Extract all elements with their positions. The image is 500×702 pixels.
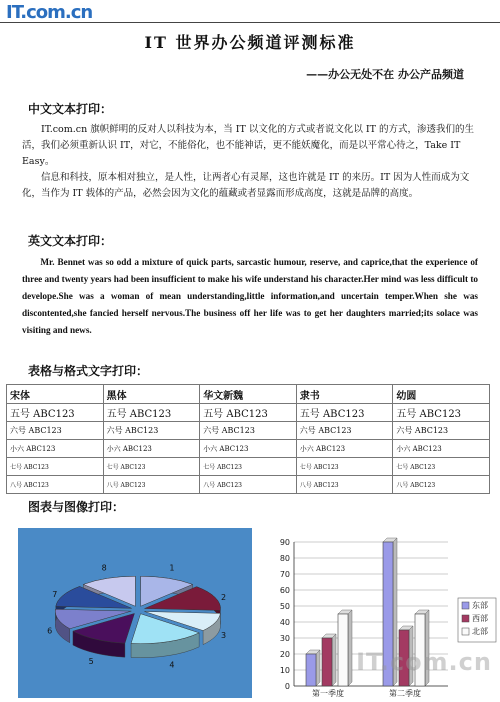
table-header-row	[7, 385, 490, 404]
pie-chart-panel	[18, 528, 252, 698]
legend-swatch	[462, 615, 469, 622]
y-tick-label: 30	[279, 634, 290, 643]
legend-label: 东部	[472, 601, 488, 610]
y-tick-label: 90	[279, 538, 290, 547]
y-tick-label: 20	[279, 650, 290, 659]
pie-slice-label: 8	[101, 563, 107, 573]
page-subtitle: ——办公无处不在 办公产品频道	[306, 68, 464, 81]
font-sample-table	[6, 384, 490, 494]
table-cell: 六号 ABC123	[7, 422, 104, 440]
y-tick-label: 0	[284, 682, 290, 691]
bar-side	[332, 634, 336, 686]
table-cell: 六号 ABC123	[393, 422, 490, 440]
table-cell: 八号 ABC123	[393, 476, 490, 494]
table-cell: 小六 ABC123	[7, 440, 104, 458]
table-row	[7, 404, 490, 422]
table-cell: 小六 ABC123	[200, 440, 297, 458]
table-header-cell: 黑体	[103, 385, 200, 404]
table-cell: 六号 ABC123	[103, 422, 200, 440]
section-chinese-heading: 中文文本打印：	[28, 102, 113, 116]
pie-slice-label: 5	[88, 656, 94, 666]
y-tick-label: 10	[279, 666, 290, 675]
legend-swatch	[462, 602, 469, 609]
y-tick-label: 40	[279, 618, 290, 627]
chinese-paragraph-1: IT.com.cn 旗帜鲜明的反对人以科技为本，当 IT 以文化的方式或者说文化以 IT 的方式，渗透我们的生活，我们必须重新认识 IT，对它，不能俗化，也不能神话，更不能妖魔化，而是以平常心待之，Take IT Easy。	[22, 124, 474, 167]
bar	[322, 638, 332, 686]
table-cell: 小六 ABC123	[103, 440, 200, 458]
table-cell: 八号 ABC123	[103, 476, 200, 494]
table-cell: 七号 ABC123	[393, 458, 490, 476]
english-paragraph: Mr. Bennet was so odd a mixture of quick parts, sarcastic humour, reserve, and caprice,that the experience of three and twenty years had been insufficient to make his wife understand his character.Her mind was less difficult to develope.She was a woman of mean understanding,little information,and uncertain temper.When she was discontented,she fancied herself nervous.The business off her life was to get her daughters married;its solace was visiting and news.	[22, 257, 478, 335]
table-row	[7, 422, 490, 440]
table-cell: 八号 ABC123	[200, 476, 297, 494]
table-cell: 七号 ABC123	[296, 458, 393, 476]
section-english-heading: 英文文本打印：	[28, 234, 113, 248]
table-cell: 小六 ABC123	[393, 440, 490, 458]
y-tick-label: 80	[279, 554, 290, 563]
table-row	[7, 440, 490, 458]
page-title: IT 世界办公频道评测标准	[144, 33, 356, 52]
table-cell: 五号 ABC123	[103, 404, 200, 422]
table-cell: 五号 ABC123	[200, 404, 297, 422]
top-divider	[0, 22, 500, 23]
table-header-cell: 隶书	[296, 385, 393, 404]
legend-label: 西部	[472, 614, 488, 623]
bar	[306, 654, 316, 686]
pie-slice-label: 3	[220, 631, 227, 641]
table-cell: 七号 ABC123	[7, 458, 104, 476]
y-tick-label: 60	[279, 586, 290, 595]
table-row	[7, 476, 490, 494]
legend-swatch	[462, 628, 469, 635]
y-tick-label: 50	[279, 602, 290, 611]
bar	[338, 614, 348, 686]
site-logo	[6, 2, 92, 23]
bar-side	[316, 650, 320, 686]
section-table-heading: 表格与格式文字打印：	[28, 364, 149, 378]
table-cell: 八号 ABC123	[296, 476, 393, 494]
logo-text: IT.com.cn	[6, 2, 93, 23]
table-cell: 五号 ABC123	[393, 404, 490, 422]
table-cell: 八号 ABC123	[7, 476, 104, 494]
pie-slice-label: 4	[169, 660, 175, 670]
pie-slice-label: 7	[52, 589, 58, 599]
table-header-cell: 宋体	[7, 385, 104, 404]
table-cell: 五号 ABC123	[296, 404, 393, 422]
section-charts-heading: 图表与图像打印：	[28, 500, 125, 514]
table-cell: 六号 ABC123	[200, 422, 297, 440]
chinese-paragraph-2: 信息和科技，原本相对独立，是人性，让两者心有灵犀，这也许就是 IT 的来历。IT 因为人性而成为文化，当作为 IT 载体的产品，必然会因为文化的蕴藏或者显露而形成高度，这就是品牌的高度。	[22, 172, 470, 199]
bar-side	[348, 610, 352, 686]
watermark: IT.com.cn	[356, 648, 492, 676]
legend-label: 北部	[472, 627, 488, 636]
pie-chart	[18, 528, 252, 698]
y-tick-label: 70	[279, 570, 290, 579]
table-header-cell: 华文新魏	[200, 385, 297, 404]
table-cell: 六号 ABC123	[296, 422, 393, 440]
table-cell: 五号 ABC123	[7, 404, 104, 422]
table-cell: 小六 ABC123	[296, 440, 393, 458]
table-cell: 七号 ABC123	[103, 458, 200, 476]
pie-slice-label: 6	[47, 626, 53, 636]
pie-slice-label: 2	[220, 592, 227, 602]
x-tick-label: 第二季度	[389, 689, 421, 698]
x-tick-label: 第一季度	[312, 689, 344, 698]
table-cell: 七号 ABC123	[200, 458, 297, 476]
table-header-cell: 幼圆	[393, 385, 490, 404]
table-row	[7, 458, 490, 476]
pie-slice-label: 1	[169, 563, 175, 573]
